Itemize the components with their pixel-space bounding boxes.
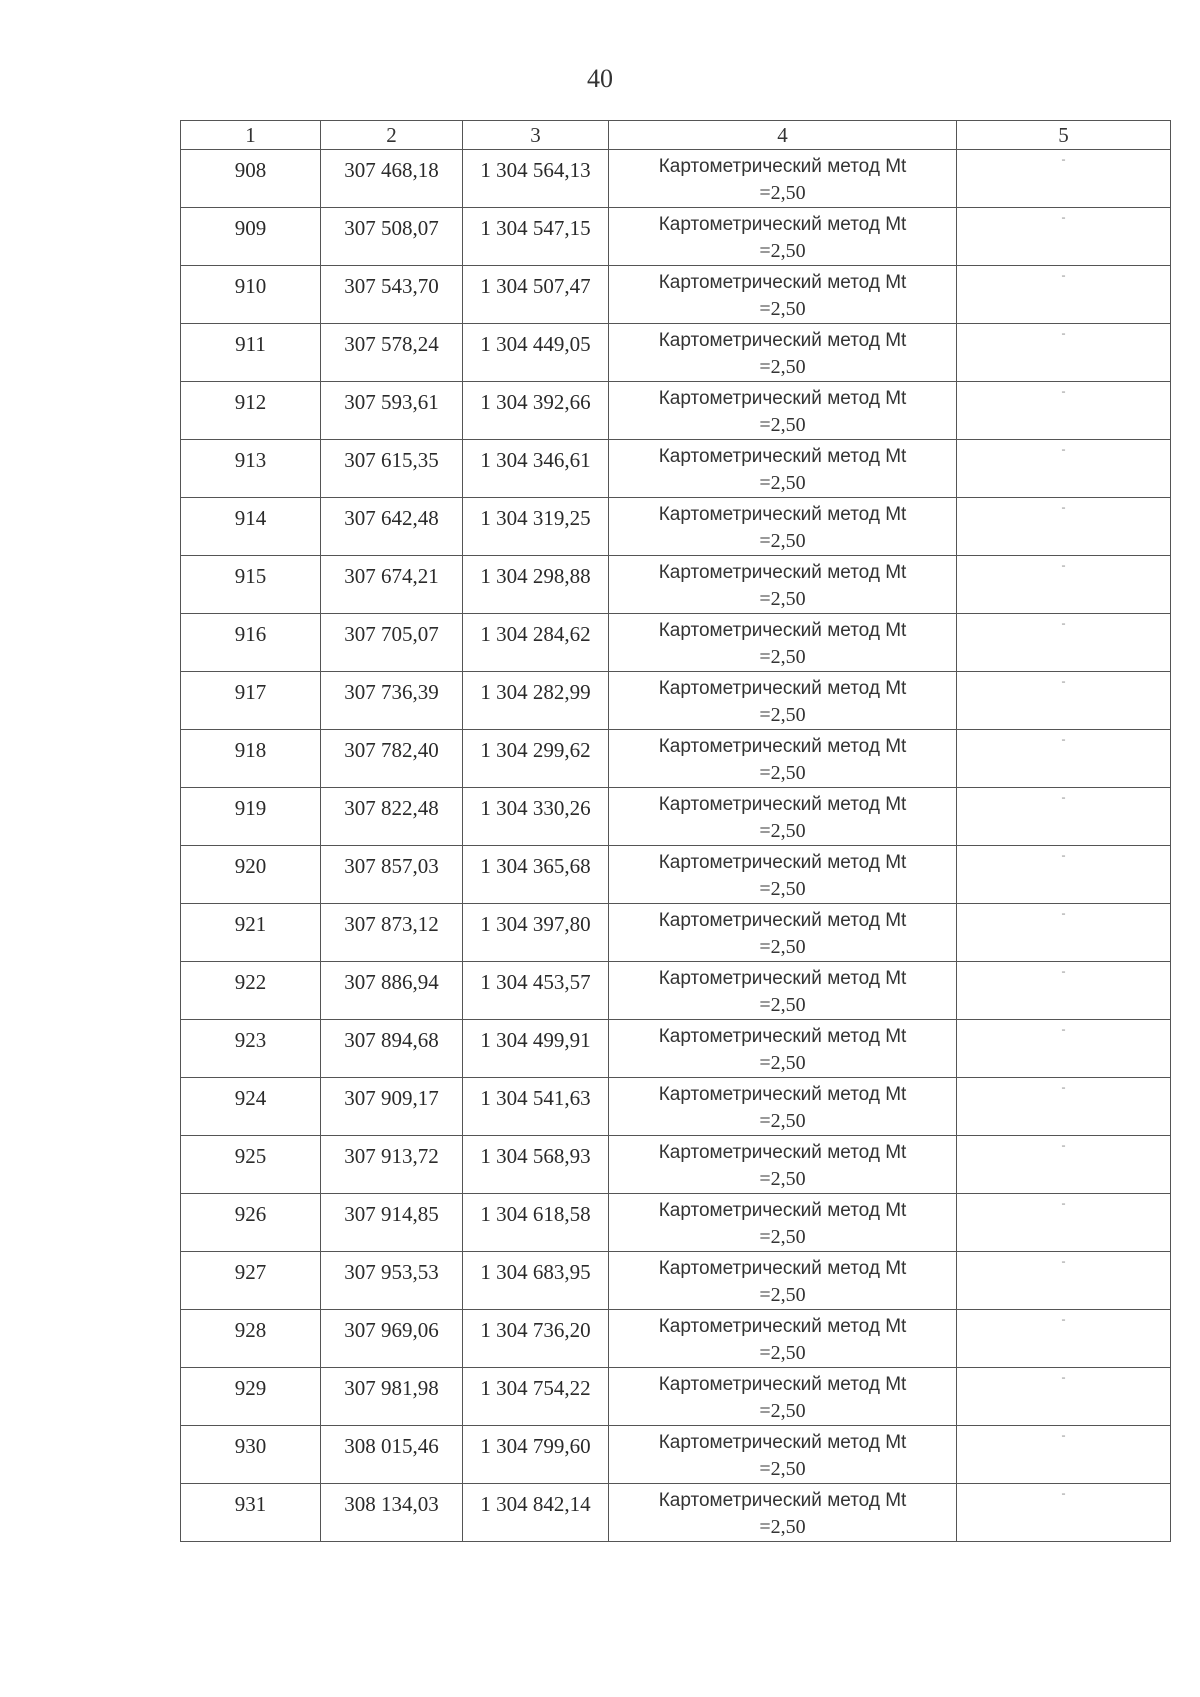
point-number-cell: 911 <box>181 324 321 382</box>
point-number-cell: 908 <box>181 150 321 208</box>
x-coordinate-cell: 307 736,39 <box>321 672 463 730</box>
method-cell <box>609 1194 957 1252</box>
note-cell: - <box>957 1310 1171 1368</box>
y-coordinate-cell: 1 304 397,80 <box>463 904 609 962</box>
x-coordinate-cell: 308 015,46 <box>321 1426 463 1484</box>
method-accuracy: =2,50 <box>759 414 806 436</box>
method-accuracy: =2,50 <box>759 356 806 378</box>
method-text: Картометрический метод Mt <box>658 678 907 699</box>
note-cell: - <box>957 788 1171 846</box>
point-number-cell: 929 <box>181 1368 321 1426</box>
method-accuracy: =2,50 <box>759 472 806 494</box>
method-accuracy: =2,50 <box>759 182 806 204</box>
x-coordinate-cell: 307 578,24 <box>321 324 463 382</box>
y-coordinate-cell: 1 304 842,14 <box>463 1484 609 1542</box>
method-text: Картометрический метод Mt <box>658 1490 907 1511</box>
point-number-cell: 925 <box>181 1136 321 1194</box>
method-accuracy: =2,50 <box>759 820 806 842</box>
note-cell: - <box>957 1078 1171 1136</box>
y-coordinate-cell: 1 304 507,47 <box>463 266 609 324</box>
point-number-cell: 910 <box>181 266 321 324</box>
method-accuracy: =2,50 <box>759 298 806 320</box>
method-text: Картометрический метод Mt <box>658 910 907 931</box>
method-accuracy: =2,50 <box>759 936 806 958</box>
page-number: 40 <box>587 64 613 93</box>
method-text: Картометрический метод Mt <box>658 504 907 525</box>
coordinates-table <box>180 120 1171 1542</box>
method-cell <box>609 208 957 266</box>
header-col-3: 3 <box>463 121 609 150</box>
method-text: Картометрический метод Mt <box>658 1084 907 1105</box>
method-cell <box>609 1252 957 1310</box>
note-cell: - <box>957 672 1171 730</box>
y-coordinate-cell: 1 304 453,57 <box>463 962 609 1020</box>
method-accuracy: =2,50 <box>759 1458 806 1480</box>
point-number-cell: 917 <box>181 672 321 730</box>
header-col-5: 5 <box>957 121 1171 150</box>
note-cell: - <box>957 440 1171 498</box>
table-row <box>181 1136 1171 1194</box>
y-coordinate-cell: 1 304 319,25 <box>463 498 609 556</box>
table-header <box>181 121 1171 150</box>
method-accuracy: =2,50 <box>759 1110 806 1132</box>
table-row <box>181 498 1171 556</box>
table-row <box>181 440 1171 498</box>
method-cell <box>609 1310 957 1368</box>
method-accuracy: =2,50 <box>759 1400 806 1422</box>
table-row <box>181 382 1171 440</box>
method-accuracy: =2,50 <box>759 1226 806 1248</box>
method-text: Картометрический метод Mt <box>658 794 907 815</box>
point-number-cell: 931 <box>181 1484 321 1542</box>
method-cell <box>609 904 957 962</box>
y-coordinate-cell: 1 304 754,22 <box>463 1368 609 1426</box>
note-cell: - <box>957 614 1171 672</box>
method-accuracy: =2,50 <box>759 530 806 552</box>
x-coordinate-cell: 307 543,70 <box>321 266 463 324</box>
table-row <box>181 846 1171 904</box>
x-coordinate-cell: 307 705,07 <box>321 614 463 672</box>
method-accuracy: =2,50 <box>759 1284 806 1306</box>
y-coordinate-cell: 1 304 298,88 <box>463 556 609 614</box>
y-coordinate-cell: 1 304 736,20 <box>463 1310 609 1368</box>
y-coordinate-cell: 1 304 392,66 <box>463 382 609 440</box>
method-text: Картометрический метод Mt <box>658 1432 907 1453</box>
y-coordinate-cell: 1 304 365,68 <box>463 846 609 904</box>
method-text: Картометрический метод Mt <box>658 214 907 235</box>
method-accuracy: =2,50 <box>759 704 806 726</box>
header-row <box>181 121 1171 150</box>
point-number-cell: 927 <box>181 1252 321 1310</box>
method-text: Картометрический метод Mt <box>658 562 907 583</box>
method-text: Картометрический метод Mt <box>658 968 907 989</box>
y-coordinate-cell: 1 304 541,63 <box>463 1078 609 1136</box>
table-row <box>181 208 1171 266</box>
point-number-cell: 909 <box>181 208 321 266</box>
method-cell <box>609 440 957 498</box>
method-accuracy: =2,50 <box>759 646 806 668</box>
note-cell: - <box>957 382 1171 440</box>
note-cell: - <box>957 904 1171 962</box>
note-cell: - <box>957 556 1171 614</box>
x-coordinate-cell: 308 134,03 <box>321 1484 463 1542</box>
table-row <box>181 1484 1171 1542</box>
note-cell: - <box>957 1136 1171 1194</box>
point-number-cell: 923 <box>181 1020 321 1078</box>
note-cell: - <box>957 1426 1171 1484</box>
method-text: Картометрический метод Mt <box>658 1374 907 1395</box>
point-number-cell: 915 <box>181 556 321 614</box>
method-text: Картометрический метод Mt <box>658 272 907 293</box>
method-cell <box>609 846 957 904</box>
note-cell: - <box>957 498 1171 556</box>
table-row <box>181 150 1171 208</box>
method-accuracy: =2,50 <box>759 1168 806 1190</box>
point-number-cell: 918 <box>181 730 321 788</box>
x-coordinate-cell: 307 914,85 <box>321 1194 463 1252</box>
method-cell <box>609 498 957 556</box>
method-cell <box>609 1368 957 1426</box>
method-cell <box>609 556 957 614</box>
y-coordinate-cell: 1 304 564,13 <box>463 150 609 208</box>
x-coordinate-cell: 307 642,48 <box>321 498 463 556</box>
method-text: Картометрический метод Mt <box>658 446 907 467</box>
method-accuracy: =2,50 <box>759 994 806 1016</box>
point-number-cell: 913 <box>181 440 321 498</box>
method-cell <box>609 788 957 846</box>
y-coordinate-cell: 1 304 568,93 <box>463 1136 609 1194</box>
x-coordinate-cell: 307 468,18 <box>321 150 463 208</box>
table-row <box>181 614 1171 672</box>
note-cell: - <box>957 1368 1171 1426</box>
note-cell: - <box>957 1194 1171 1252</box>
point-number-cell: 930 <box>181 1426 321 1484</box>
method-text: Картометрический метод Mt <box>658 1200 907 1221</box>
note-cell: - <box>957 1484 1171 1542</box>
table-row <box>181 730 1171 788</box>
y-coordinate-cell: 1 304 799,60 <box>463 1426 609 1484</box>
method-accuracy: =2,50 <box>759 1342 806 1364</box>
note-cell: - <box>957 846 1171 904</box>
point-number-cell: 919 <box>181 788 321 846</box>
table-row <box>181 904 1171 962</box>
note-cell: - <box>957 962 1171 1020</box>
method-cell <box>609 730 957 788</box>
point-number-cell: 916 <box>181 614 321 672</box>
y-coordinate-cell: 1 304 346,61 <box>463 440 609 498</box>
y-coordinate-cell: 1 304 499,91 <box>463 1020 609 1078</box>
table-body <box>181 150 1171 1542</box>
method-accuracy: =2,50 <box>759 1052 806 1074</box>
point-number-cell: 922 <box>181 962 321 1020</box>
header-col-1: 1 <box>181 121 321 150</box>
y-coordinate-cell: 1 304 299,62 <box>463 730 609 788</box>
note-cell: - <box>957 324 1171 382</box>
method-text: Картометрический метод Mt <box>658 620 907 641</box>
x-coordinate-cell: 307 953,53 <box>321 1252 463 1310</box>
table-row <box>181 788 1171 846</box>
method-text: Картометрический метод Mt <box>658 330 907 351</box>
x-coordinate-cell: 307 857,03 <box>321 846 463 904</box>
table-row <box>181 266 1171 324</box>
method-text: Картометрический метод Mt <box>658 736 907 757</box>
method-cell <box>609 1078 957 1136</box>
y-coordinate-cell: 1 304 547,15 <box>463 208 609 266</box>
x-coordinate-cell: 307 886,94 <box>321 962 463 1020</box>
point-number-cell: 921 <box>181 904 321 962</box>
point-number-cell: 912 <box>181 382 321 440</box>
x-coordinate-cell: 307 913,72 <box>321 1136 463 1194</box>
method-text: Картометрический метод Mt <box>658 852 907 873</box>
method-cell <box>609 1426 957 1484</box>
note-cell: - <box>957 1020 1171 1078</box>
point-number-cell: 926 <box>181 1194 321 1252</box>
x-coordinate-cell: 307 909,17 <box>321 1078 463 1136</box>
y-coordinate-cell: 1 304 284,62 <box>463 614 609 672</box>
x-coordinate-cell: 307 615,35 <box>321 440 463 498</box>
method-text: Картометрический метод Mt <box>658 1142 907 1163</box>
y-coordinate-cell: 1 304 282,99 <box>463 672 609 730</box>
table-row <box>181 324 1171 382</box>
y-coordinate-cell: 1 304 449,05 <box>463 324 609 382</box>
y-coordinate-cell: 1 304 683,95 <box>463 1252 609 1310</box>
method-cell <box>609 324 957 382</box>
method-accuracy: =2,50 <box>759 762 806 784</box>
y-coordinate-cell: 1 304 618,58 <box>463 1194 609 1252</box>
x-coordinate-cell: 307 981,98 <box>321 1368 463 1426</box>
header-col-2: 2 <box>321 121 463 150</box>
header-col-4: 4 <box>609 121 957 150</box>
x-coordinate-cell: 307 873,12 <box>321 904 463 962</box>
note-cell: - <box>957 266 1171 324</box>
note-cell: - <box>957 730 1171 788</box>
x-coordinate-cell: 307 894,68 <box>321 1020 463 1078</box>
table-row <box>181 1252 1171 1310</box>
method-accuracy: =2,50 <box>759 878 806 900</box>
table-row <box>181 1368 1171 1426</box>
note-cell: - <box>957 208 1171 266</box>
method-text: Картометрический метод Mt <box>658 1316 907 1337</box>
x-coordinate-cell: 307 782,40 <box>321 730 463 788</box>
point-number-cell: 928 <box>181 1310 321 1368</box>
method-cell <box>609 266 957 324</box>
method-text: Картометрический метод Mt <box>658 1026 907 1047</box>
table-row <box>181 672 1171 730</box>
method-accuracy: =2,50 <box>759 1516 806 1538</box>
point-number-cell: 924 <box>181 1078 321 1136</box>
x-coordinate-cell: 307 822,48 <box>321 788 463 846</box>
method-accuracy: =2,50 <box>759 588 806 610</box>
method-text: Картометрический метод Mt <box>658 1258 907 1279</box>
x-coordinate-cell: 307 508,07 <box>321 208 463 266</box>
table-row <box>181 962 1171 1020</box>
x-coordinate-cell: 307 674,21 <box>321 556 463 614</box>
method-cell <box>609 150 957 208</box>
method-text: Картометрический метод Mt <box>658 156 907 177</box>
method-cell <box>609 382 957 440</box>
point-number-cell: 914 <box>181 498 321 556</box>
table-row <box>181 1310 1171 1368</box>
note-cell: - <box>957 150 1171 208</box>
method-cell <box>609 672 957 730</box>
method-cell <box>609 1484 957 1542</box>
table-row <box>181 556 1171 614</box>
note-cell: - <box>957 1252 1171 1310</box>
method-cell <box>609 962 957 1020</box>
method-cell <box>609 1020 957 1078</box>
y-coordinate-cell: 1 304 330,26 <box>463 788 609 846</box>
method-accuracy: =2,50 <box>759 240 806 262</box>
table-row <box>181 1078 1171 1136</box>
method-text: Картометрический метод Mt <box>658 388 907 409</box>
table-row <box>181 1426 1171 1484</box>
table-row <box>181 1020 1171 1078</box>
point-number-cell: 920 <box>181 846 321 904</box>
method-cell <box>609 1136 957 1194</box>
x-coordinate-cell: 307 593,61 <box>321 382 463 440</box>
method-cell <box>609 614 957 672</box>
table-row <box>181 1194 1171 1252</box>
x-coordinate-cell: 307 969,06 <box>321 1310 463 1368</box>
